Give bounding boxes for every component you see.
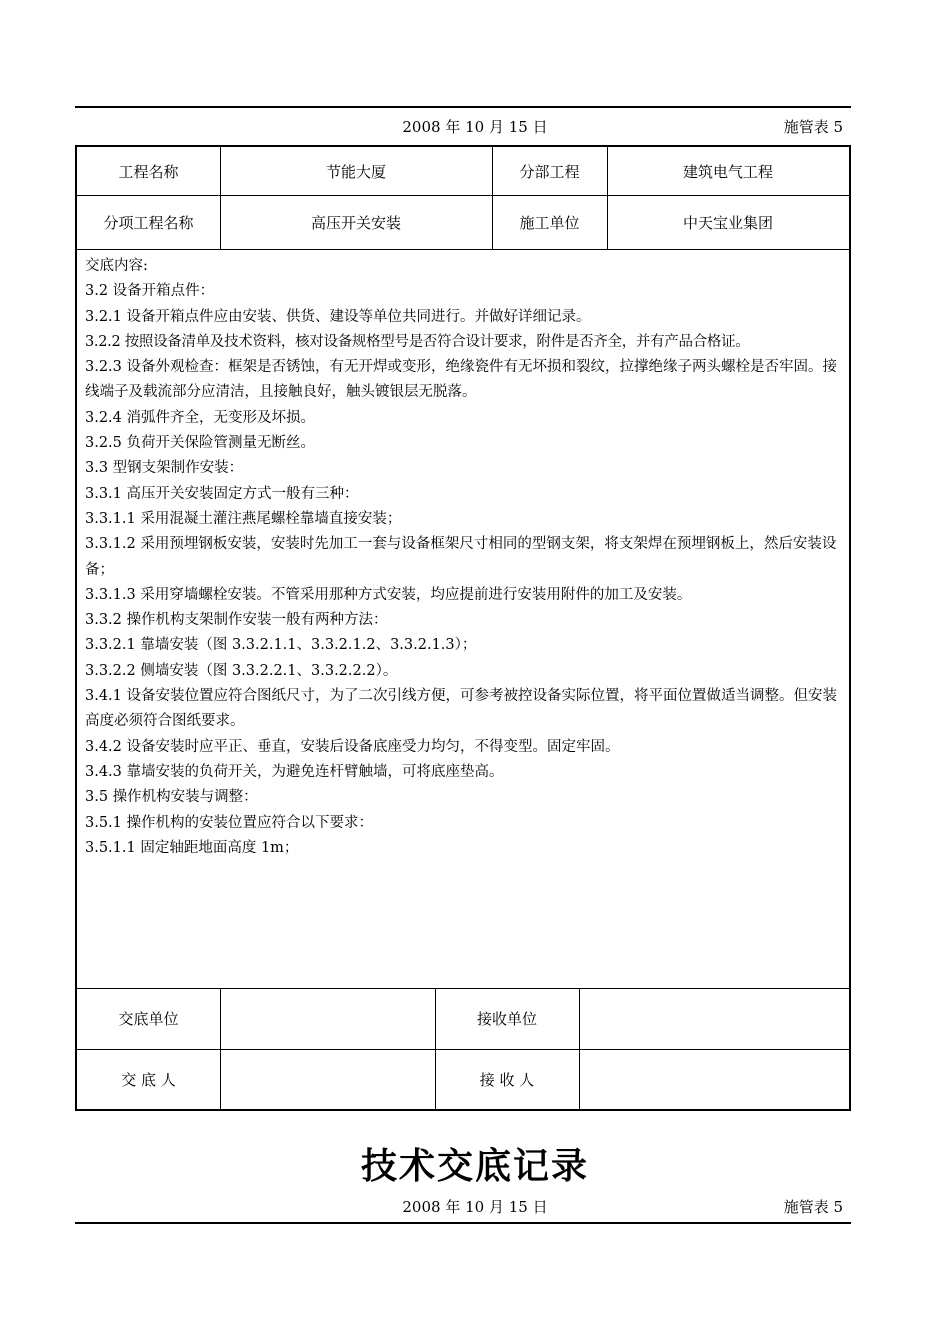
content-line: 3.3.1.3 采用穿墙螺栓安装。不管采用那种方式安装，均应提前进行安装用附件的加工及安装。 <box>85 586 692 603</box>
content-heading: 交底内容: <box>85 258 148 274</box>
content-line: 3.5 操作机构安装与调整： <box>85 789 258 806</box>
issuer-field[interactable] <box>220 1049 435 1109</box>
content-line: 3.2.2 按照设备清单及技术资料，核对设备规格型号是否符合设计要求，附件是否齐全，并有产品合格证。 <box>85 333 750 350</box>
issuing-unit-label: 交底单位 <box>118 1010 179 1028</box>
content-line: 3.3.1.1 采用混凝土灌注燕尾螺栓靠墙直接安装； <box>85 510 402 527</box>
content-line: 3.2 设备开箱点件： <box>85 283 215 300</box>
receiving-unit-field[interactable] <box>579 988 849 1049</box>
header-date: 2008 年 10 月 15 日 <box>402 118 548 136</box>
content-line: 3.3.2.2 侧墙安装（图 3.3.2.2.1、3.3.2.2.2）。 <box>85 662 398 679</box>
receiving-unit-label: 接收单位 <box>476 1010 537 1028</box>
contractor-label: 施工单位 <box>519 213 580 232</box>
subitem-label: 分项工程名称 <box>103 213 194 232</box>
project-name-label: 工程名称 <box>118 162 179 181</box>
content-line: 3.2.3 设备外观检查：框架是否锈蚀，有无开焊或变形，绝缘瓷件有无坏损和裂纹，拉撑绝缘子两头螺栓是否牢固。接线端子及载流部分应清洁，且接触良好，触头镀银层无脱落。 <box>85 359 837 401</box>
content-line: 3.5.1.1 固定轴距地面高度 1m； <box>85 839 299 856</box>
disclosure-form <box>75 145 851 1111</box>
division-value: 建筑电气工程 <box>682 162 773 181</box>
top-rule <box>75 106 851 108</box>
project-name: 节能大厦 <box>325 162 386 181</box>
issuing-unit-field[interactable] <box>220 988 435 1049</box>
content-line: 3.5.1 操作机构的安装位置应符合以下要求： <box>85 814 374 831</box>
content-line: 3.4.1 设备安装位置应符合图纸尺寸，为了二次引线方便，可参考被控设备实际位置，将平面位置做适当调整。但安装高度必须符合图纸要求。 <box>85 688 837 730</box>
receiver-field[interactable] <box>579 1049 849 1109</box>
content-line: 3.3.2 操作机构支架制作安装一般有两种方法： <box>85 612 388 629</box>
row-divider <box>77 249 849 250</box>
contractor-value: 中天宝业集团 <box>682 213 773 232</box>
content-line: 3.3.1.2 采用预埋钢板安装，安装时先加工一套与设备框架尺寸相同的型钢支架，将支架焊在预埋钢板上，然后安装设备； <box>85 536 837 578</box>
content-line: 3.3.2.1 靠墙安装（图 3.3.2.1.1、3.3.2.1.2、3.3.2.1.3）； <box>85 637 477 654</box>
content-line: 3.2.5 负荷开关保险管测量无断丝。 <box>85 435 316 452</box>
bottom-rule <box>75 1222 851 1224</box>
footer-date: 2008 年 10 月 15 日 <box>402 1198 548 1216</box>
document-title: 技术交底记录 <box>360 1146 589 1187</box>
content-line: 3.3.1 高压开关安装固定方式一般有三种： <box>85 485 359 502</box>
content-line: 3.2.1 设备开箱点件应由安装、供货、建设等单位共同进行。并做好详细记录。 <box>85 308 591 325</box>
content-line: 3.4.3 靠墙安装的负荷开关，为避免连杆臂触墙，可将底座垫高。 <box>85 763 504 780</box>
content-line: 3.4.2 设备安装时应平正、垂直，安装后设备底座受力均匀，不得变型。固定牢固。 <box>85 738 620 755</box>
subitem-value: 高压开关安装 <box>310 213 401 232</box>
content-line: 3.3 型钢支架制作安装： <box>85 460 244 477</box>
footer-form-number: 施管表 5 <box>783 1198 843 1216</box>
division-label: 分部工程 <box>519 162 580 181</box>
content-line: 3.2.4 消弧件齐全，无变形及坏损。 <box>85 409 316 426</box>
disclosure-content <box>85 254 845 861</box>
issuer-label: 交 底 人 <box>121 1070 176 1089</box>
header-form-number: 施管表 5 <box>783 118 843 136</box>
receiver-label: 接 收 人 <box>479 1070 535 1089</box>
